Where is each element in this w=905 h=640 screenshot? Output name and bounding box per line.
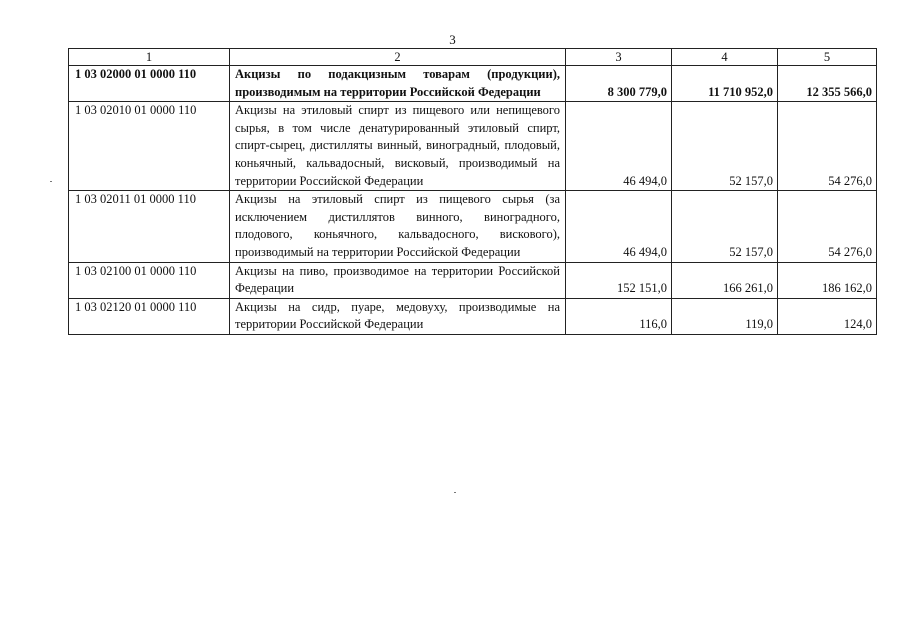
row-value-col4: 52 157,0 [672,102,778,191]
table-row [69,298,877,334]
scan-speck [454,492,456,493]
row-value-col4: 166 261,0 [672,262,778,298]
table-row [69,191,877,262]
row-code: 1 03 02100 01 0000 110 [69,262,230,298]
row-value-col4: 11 710 952,0 [672,66,778,102]
page-number: 3 [449,32,456,47]
row-value-col3: 8 300 779,0 [566,66,672,102]
budget-table [68,48,877,335]
table-header-row [69,49,877,66]
row-description: Акцизы на этиловый спирт из пищевого или непищевого сырья, в том числе денатурированный этиловый спирт, спирт-сырец, дистилляты винный, виноградный, плодовый, коньячный, кальвадосный, висковый, производимый на территории Российской Федерации [230,102,566,191]
row-description: Акцизы на сидр, пуаре, медовуху, производимые на территории Российской Федерации [230,298,566,334]
row-description: Акцизы по подакцизным товарам (продукции), производимым на территории Российской Федерации [230,66,566,102]
row-value-col5: 186 162,0 [778,262,877,298]
row-code: 1 03 02120 01 0000 110 [69,298,230,334]
scan-speck [50,181,52,182]
header-cell-4: 4 [672,49,778,66]
table-row [69,66,877,102]
row-value-col3: 46 494,0 [566,102,672,191]
table-row [69,262,877,298]
row-description: Акцизы на этиловый спирт из пищевого сырья (за исключением дистиллятов винного, виноградного, плодового, коньячного, кальвадосного, вискового), производимый на территории Российской Федерации [230,191,566,262]
header-cell-1: 1 [69,49,230,66]
row-value-col4: 119,0 [672,298,778,334]
row-value-col4: 52 157,0 [672,191,778,262]
header-cell-2: 2 [230,49,566,66]
header-cell-5: 5 [778,49,877,66]
row-code: 1 03 02010 01 0000 110 [69,102,230,191]
header-cell-3: 3 [566,49,672,66]
row-value-col3: 46 494,0 [566,191,672,262]
row-code: 1 03 02000 01 0000 110 [69,66,230,102]
row-value-col5: 124,0 [778,298,877,334]
row-code: 1 03 02011 01 0000 110 [69,191,230,262]
row-value-col5: 12 355 566,0 [778,66,877,102]
row-value-col5: 54 276,0 [778,102,877,191]
row-value-col3: 152 151,0 [566,262,672,298]
row-value-col5: 54 276,0 [778,191,877,262]
row-value-col3: 116,0 [566,298,672,334]
table-row [69,102,877,191]
row-description: Акцизы на пиво, производимое на территории Российской Федерации [230,262,566,298]
